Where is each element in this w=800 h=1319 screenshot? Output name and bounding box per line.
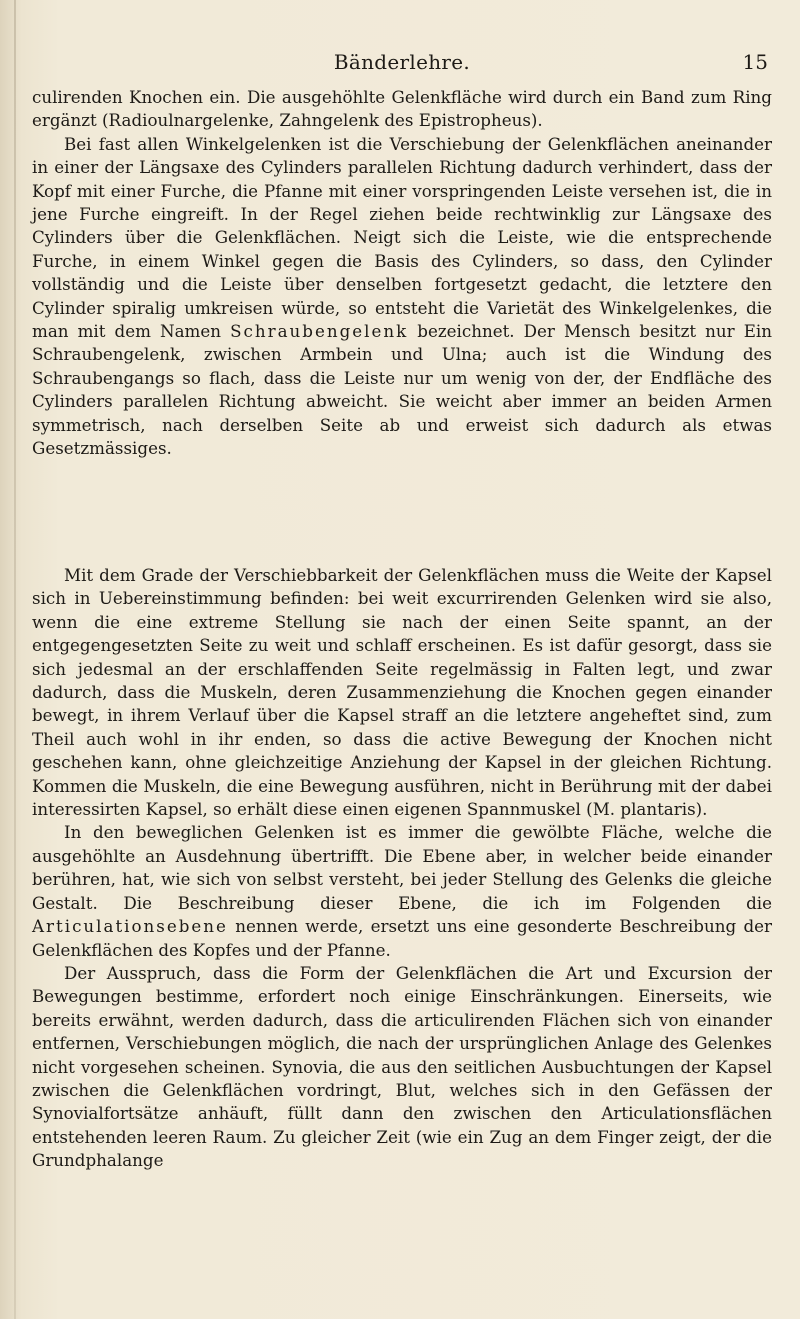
paragraph-text: bezeichnet. Der Mensch besitzt nur Ein Schraubengelenk, zwischen Armbein und Ulna; auch ist die Windung des Schraubengangs so flach, dass die Leiste nur um wenig von der, der Endfläche des Cylinders parallelen Richtung abweicht. Sie weicht aber immer an beiden Armen symmetrisch, nach derselben Seite ab und erweist sich dadurch als etwas Gesetzmässiges. [32, 321, 772, 459]
paragraph-ausspruch: Der Ausspruch, dass die Form der Gelenkflächen die Art und Excursion der Bewegungen bestimme, erfordert noch einige Einschränkungen. Einerseits, wie bereits erwähnt, werden dadurch, dass die articulirenden Flächen sich von einander entfernen, Verschiebungen möglich, die nach der ursprünglichen Anlage des Gelenkes nicht vorgesehen scheinen. Synovia, die aus den seitlichen Ausbuchtungen der Kapsel zwischen die Gelenkflächen vordringt, Blut, welches sich in den Gefässen der Synovialfortsätze anhäuft, füllt dann den zwischen den Articulationsflächen entstehenden leeren Raum. Zu gleicher Zeit (wie ein Zug an dem Finger zeigt, der die Grundphalange [32, 962, 772, 1171]
paragraph-articulationsebene [32, 821, 772, 961]
emphasized-term: Schraubengelenk [230, 321, 409, 342]
page-number: 15 [742, 50, 768, 74]
page-header [32, 50, 772, 78]
emphasized-term: Articulationsebene [32, 916, 228, 937]
text-section-upper [32, 86, 772, 461]
paragraph-text: nennen werde, ersetzt uns eine gesonderte Beschreibung der Gelenkflächen des Kopfes und der Pfanne. [32, 916, 772, 960]
paragraph-text: In den beweglichen Gelenken ist es immer die gewölbte Fläche, welche die ausgehöhlte an Ausdehnung übertrifft. Die Ebene aber, in welcher beide einander berühren, hat, wie sich von selbst versteht, bei jeder Stellung des Gelenks die gleiche Gestalt. Die Beschreibung dieser Ebene, die ich im Folgenden die [32, 822, 772, 913]
binding-gutter [14, 0, 16, 1319]
paragraph-winkelgelenke [32, 133, 772, 461]
paragraph-kapsel: Mit dem Grade der Verschiebbarkeit der Gelenkflächen muss die Weite der Kapsel sich in Uebereinstimmung befinden: bei weit excurrirenden Gelenken wird sie also, wenn die eine extreme Stellung sie nach der einen Seite spannt, an der entgegengesetzten Seite zu weit und schlaff erscheinen. Es ist dafür gesorgt, dass sie sich jedesmal an der erschlaffenden Seite regelmässig in Falten legt, und zwar dadurch, dass die Muskeln, deren Zusammenziehung die Knochen gegen einander bewegt, in ihrem Verlauf über die Kapsel straff an die letztere angeheftet sind, zum Theil auch wohl in ihr enden, so dass die active Bewegung der Knochen nicht geschehen kann, ohne gleichzeitige Anziehung der Kapsel in der gleichen Richtung. Kommen die Muskeln, die eine Bewegung ausführen, nicht in Berührung mit der dabei interessirten Kapsel, so erhält diese einen eigenen Spannmuskel (M. plantaris). [32, 565, 772, 820]
running-title: Bänderlehre. [333, 50, 471, 74]
paragraph-continued: culirenden Knochen ein. Die ausgehöhlte Gelenkfläche wird durch ein Band zum Ring ergänzt (Radioulnargelenke, Zahngelenk des Epistropheus). [32, 87, 772, 131]
text-section-lower [32, 564, 772, 1173]
paragraph-text: Bei fast allen Winkelgelenken ist die Verschiebung der Gelenkflächen aneinander in einer der Längsaxe des Cylinders parallelen Richtung dadurch verhindert, dass der Kopf mit einer Furche, die Pfanne mit einer vorspringenden Leiste versehen ist, die in jene Furche eingreift. In der Regel ziehen beide rechtwinklig zur Längsaxe des Cylinders über die Gelenkflächen. Neigt sich die Leiste, wie die entsprechende Furche, in einem Winkel gegen die Basis des Cylinders, so dass, den Cylinder vollständig und die Leiste über denselben fortgesetzt gedacht, die letztere den Cylinder spiralig umkreisen würde, so entsteht die Varietät des Winkelgelenkes, die man mit dem Namen [32, 133, 772, 342]
